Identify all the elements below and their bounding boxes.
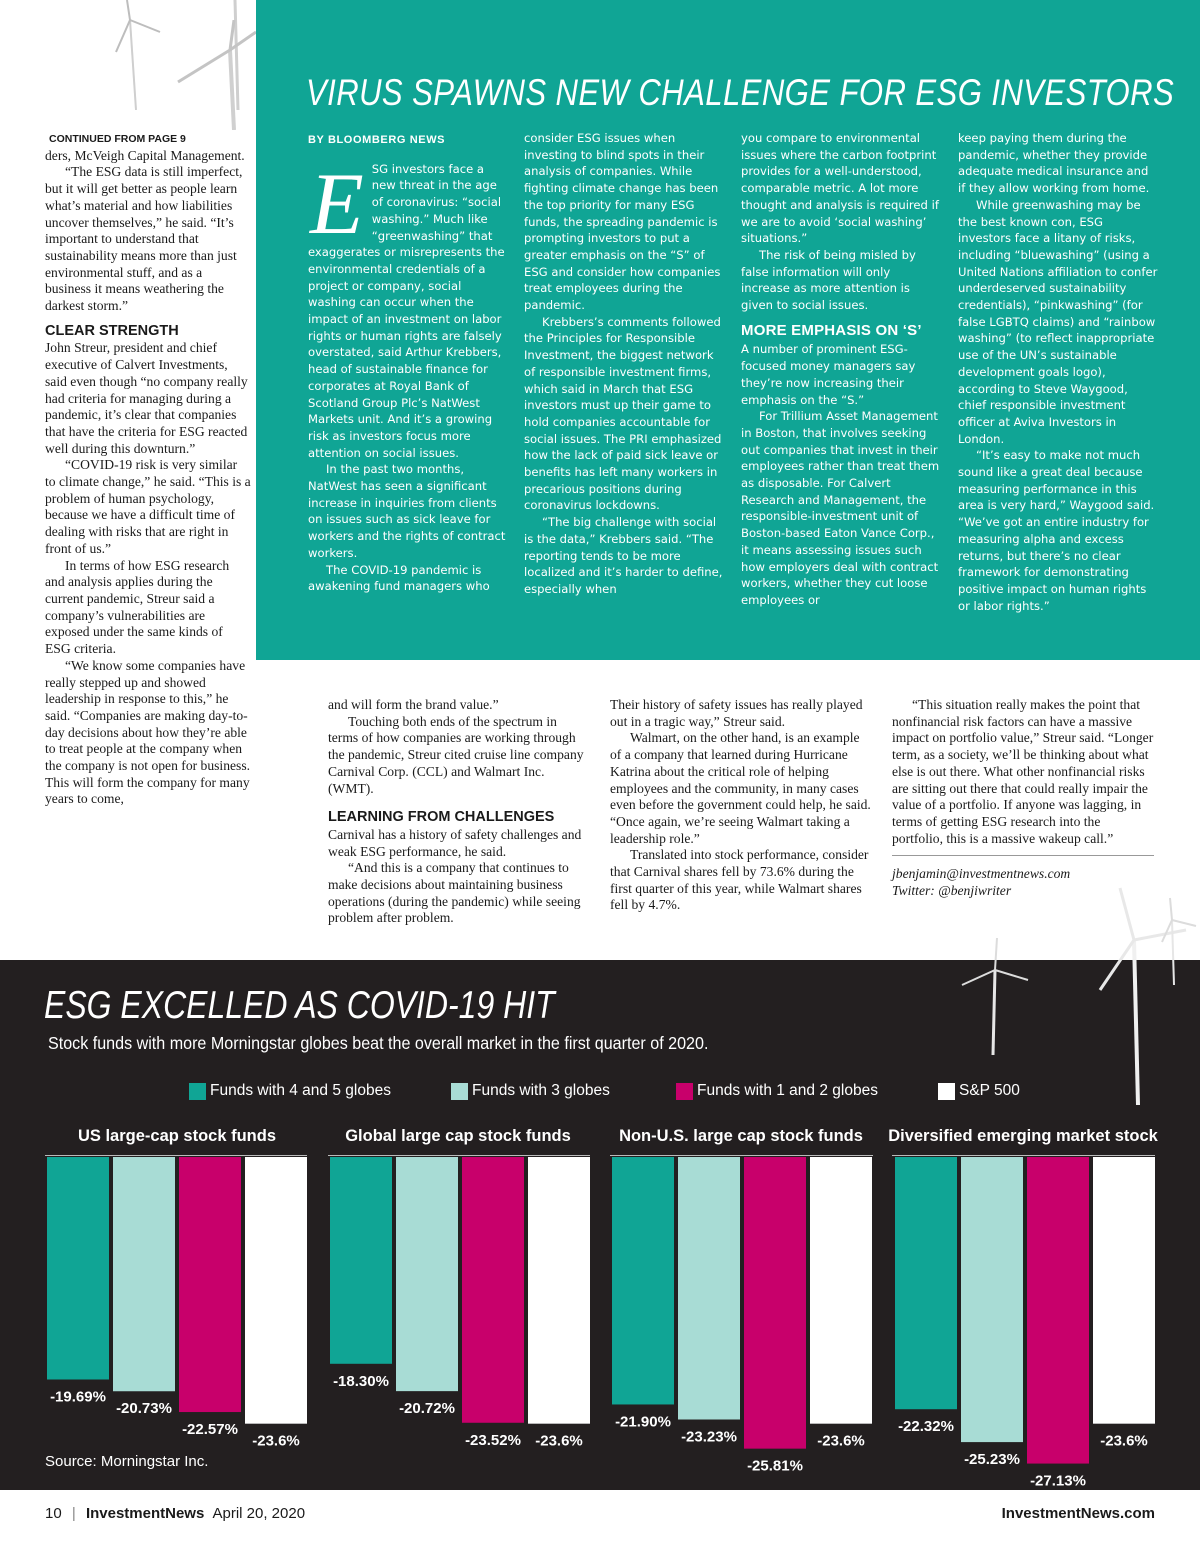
bar <box>245 1157 307 1424</box>
paragraph: Krebbers’s comments followed the Principles for Responsible Investment, the biggest network of responsible investment firms, which said in March that ESG investors must up their game to hold companies accountable for social issues. The PRI emphasized how the lack of paid sick leave or benefits has left many workers in precarious positions during coronavirus lockdowns. <box>524 314 722 513</box>
bar-value-label: -23.6% <box>1100 1432 1148 1450</box>
publication-name: InvestmentNews <box>85 1505 205 1522</box>
bar <box>179 1157 241 1412</box>
paragraph: Their history of safety issues has really played out in a tragic way,” Streur said. <box>610 697 863 729</box>
paragraph: consider ESG issues when investing to blind spots in their analysis of companies. While fighting climate change has been the top priority for many ESG funds, the spreading pandemic is prompting investors to put a greater emphasis on the “S” of ESG and consider how companies treat employees during the pandemic. <box>524 131 721 313</box>
bar <box>810 1157 872 1424</box>
bar-value-label: -25.23% <box>964 1451 1020 1469</box>
chart-subtitle: Stock funds with more Morningstar globes beat the overall market in the first quarter of 2020. <box>48 1033 709 1053</box>
bar-value-label: -23.6% <box>817 1432 865 1450</box>
subhead-clear-strength: CLEAR STRENGTH <box>45 322 179 339</box>
paragraph: The COVID-19 pandemic is awakening fund managers who <box>308 562 490 594</box>
article-headline: VIRUS SPAWNS NEW CHALLENGE FOR ESG INVESTORS <box>306 72 1175 113</box>
paragraph: keep paying them during the pandemic, whether they provide adequate medical insurance and if they allow working from home. <box>958 131 1150 196</box>
bar <box>744 1157 806 1449</box>
bar <box>396 1157 458 1391</box>
legend-label: Funds with 4 and 5 globes <box>210 1082 391 1099</box>
bar <box>612 1157 674 1404</box>
bar <box>113 1157 175 1391</box>
bar <box>1093 1157 1155 1424</box>
bar-value-label: -21.90% <box>615 1413 671 1431</box>
paragraph: ders, McVeigh Capital Management. <box>45 147 245 163</box>
paragraph: In terms of how ESG research and analysis applies during the current pandemic, Streur said a company’s vulnerabilities are exposed under the same kinds of ESG criteria. <box>45 557 230 657</box>
page-number: 10 <box>45 1505 62 1522</box>
legend-label: Funds with 3 globes <box>472 1082 610 1099</box>
bar <box>330 1157 392 1364</box>
bar <box>678 1157 740 1419</box>
bar-value-label: -23.23% <box>681 1428 737 1446</box>
paragraph: “This situation really makes the point that nonfinancial risk factors can have a massive impact on portfolio value,” Streur said. “Longer term, as a society, we’ll be thinking about what else is out there. What other nonfinancial risks are sitting out there that could really impair the value of a portfolio. If anyone was lagging, in terms of getting ESG research into the portfolio, this is a massive wakeup call.” <box>892 697 1154 846</box>
bar-value-label: -22.57% <box>182 1421 238 1439</box>
paragraph: and will form the brand value.” <box>328 697 499 712</box>
paragraph: you compare to environmental issues where the carbon footprint provides for a well-understood, comparable metric. A lot more thought and analysis is required if we are to avoid ‘social washing’ situations.” <box>741 131 939 246</box>
paragraph: John Streur, president and chief executive of Calvert Investments, said even though “no company really had criteria for managing during a pandemic, it’s clear that companies that have the criteria for ESG reacted well during this downturn.” <box>45 340 248 456</box>
bar-value-label: -22.32% <box>898 1418 954 1436</box>
bar <box>961 1157 1023 1442</box>
paragraph: Translated into stock performance, consider that Carnival shares fell by 73.6% during the first quarter of this year, while Walmart shares fell by 4.7%. <box>610 847 869 913</box>
panel-title: Diversified emerging market stock <box>888 1127 1158 1145</box>
drop-cap: E <box>310 155 364 253</box>
paragraph: In the past two months, NatWest has seen a significant increase in inquiries from clients on issues such as sick leave for workers and the rights of contract workers. <box>308 462 506 560</box>
chart-source: Source: Morningstar Inc. <box>45 1453 209 1470</box>
paragraph: Walmart, on the other hand, is an example of a company that learned during Hurricane Katrina about the critical role of helping employees and the community, in many cases even before the government could help, he said. “Once again, we’re seeing Walmart taking a leadership role.” <box>610 730 871 846</box>
paragraph: “COVID-19 risk is very similar to climate change,” he said. “This is a problem of human psychology, because we have a difficult time of dealing with risks that are right in front of us.” <box>45 457 251 556</box>
chart-title: ESG EXCELLED AS COVID-19 HIT <box>44 984 555 1027</box>
paragraph: “It’s easy to make not much sound like a great deal because measuring performance in this area is very hard,” Waygood said. “We’ve got an entire industry for measuring alpha and excess returns, but there’s no clear framework for demonstrating positive impact on human rights or labor rights.” <box>958 448 1155 613</box>
bar-value-label: -20.73% <box>116 1400 172 1418</box>
subhead-more-emphasis: MORE EMPHASIS ON ‘S’ <box>741 321 922 339</box>
bar <box>895 1157 957 1409</box>
panel-title: Global large cap stock funds <box>345 1127 571 1145</box>
bar-value-label: -23.6% <box>535 1432 583 1450</box>
bar-value-label: -23.6% <box>252 1432 300 1450</box>
page-footer-left <box>45 1505 305 1522</box>
bar-value-label: -19.69% <box>50 1388 106 1406</box>
site-url[interactable]: InvestmentNews.com <box>1001 1505 1155 1522</box>
paragraph: Touching both ends of the spectrum in terms of how companies are working through the pandemic, Streur cited cruise line company Carnival Corp. (CCL) and Walmart Inc. (WMT). <box>328 713 584 796</box>
footer-separator: | <box>71 1505 76 1522</box>
paragraph: For Trillium Asset Management in Boston, that involves seeking out companies that invest in their employees rather than treat them as disposable. For Calvert Research and Management, the responsible-investment unit of Boston-based Eaton Vance Corp., it means assessing issues such how employers deal with contract workers, whether they cut loose employees or <box>741 409 940 607</box>
paragraph: “And this is a company that continues to make decisions about maintaining business operations (during the pandemic) while seeing problem after problem. <box>328 860 581 926</box>
bar-value-label: -20.72% <box>399 1400 455 1418</box>
continued-label: CONTINUED FROM PAGE 9 <box>49 133 186 145</box>
author-email[interactable]: jbenjamin@investmentnews.com <box>892 866 1071 882</box>
legend-label: S&P 500 <box>959 1082 1020 1099</box>
paragraph: “The big challenge with social is the data,” Krebbers said. “The reporting tends to be more localized and it’s harder to define, especially when <box>524 515 723 596</box>
subhead-learning: LEARNING FROM CHALLENGES <box>328 809 555 826</box>
bar-value-label: -23.52% <box>465 1431 521 1449</box>
bar-value-label: -18.30% <box>333 1372 389 1390</box>
byline: BY BLOOMBERG NEWS <box>308 134 446 146</box>
paragraph: “We know some companies have really stepped up and showed leadership in response to this,” he said. “Companies are making day-to-day decisions about how they’re able to treat people at the company when the company is not open for business. This will form the company for many years to come, <box>45 657 251 807</box>
legend-label: Funds with 1 and 2 globes <box>697 1082 878 1099</box>
panel-title: US large-cap stock funds <box>77 1127 277 1145</box>
bar-value-label: -25.81% <box>747 1457 803 1475</box>
author-twitter[interactable]: Twitter: @benjiwriter <box>892 883 1012 899</box>
bar <box>1027 1157 1089 1464</box>
paragraph: While greenwashing may be the best known con, ESG investors face a litany of risks, including “bluewashing” (using a United Nations affiliation to confer underdeserved sustainability credentials), “pinkwashing” (for false LGBTQ claims) and “rainbow washing” (to reflect inappropriate use of the UN’s sustainable development goals logo), according to Steve Waygood, chief responsible investment officer at Aviva Investors in London. <box>958 197 1158 446</box>
panel-title: Non-U.S. large cap stock funds <box>619 1127 863 1145</box>
bar <box>528 1157 590 1424</box>
paragraph: The risk of being misled by false information will only increase as more attention is given to social issues. <box>741 247 916 313</box>
bar <box>462 1157 524 1423</box>
bar <box>47 1157 109 1379</box>
paragraph: “The ESG data is still imperfect, but it will get better as people learn what’s material and how liabilities uncover themselves,” he said. “It’s important to understand that sustainability means more than just environmental stuff, and as a business it means weathering the darkest storm.” <box>45 164 243 314</box>
paragraph: SG investors face a new threat in the age of coronavirus: “social washing.” Much like “greenwashing” that exaggerates or misrepresents the environmental credentials of a project or company, social washing can occur when the impact of an investment on labor rights or human rights are falsely overstated, said Arthur Krebbers, head of sustainable finance for corporates at Royal Bank of Scotland Group Plc’s NatWest Markets unit. And it’s a growing risk as investors focus more attention on social issues. <box>308 161 505 460</box>
paragraph: Carnival has a history of safety challenges and weak ESG performance, he said. <box>328 826 582 859</box>
paragraph: A number of prominent ESG-focused money managers say they’re now increasing their emphasis on the “S.” <box>741 342 916 407</box>
issue-date: April 20, 2020 <box>212 1505 306 1522</box>
bar-value-label: -27.13% <box>1030 1472 1086 1490</box>
